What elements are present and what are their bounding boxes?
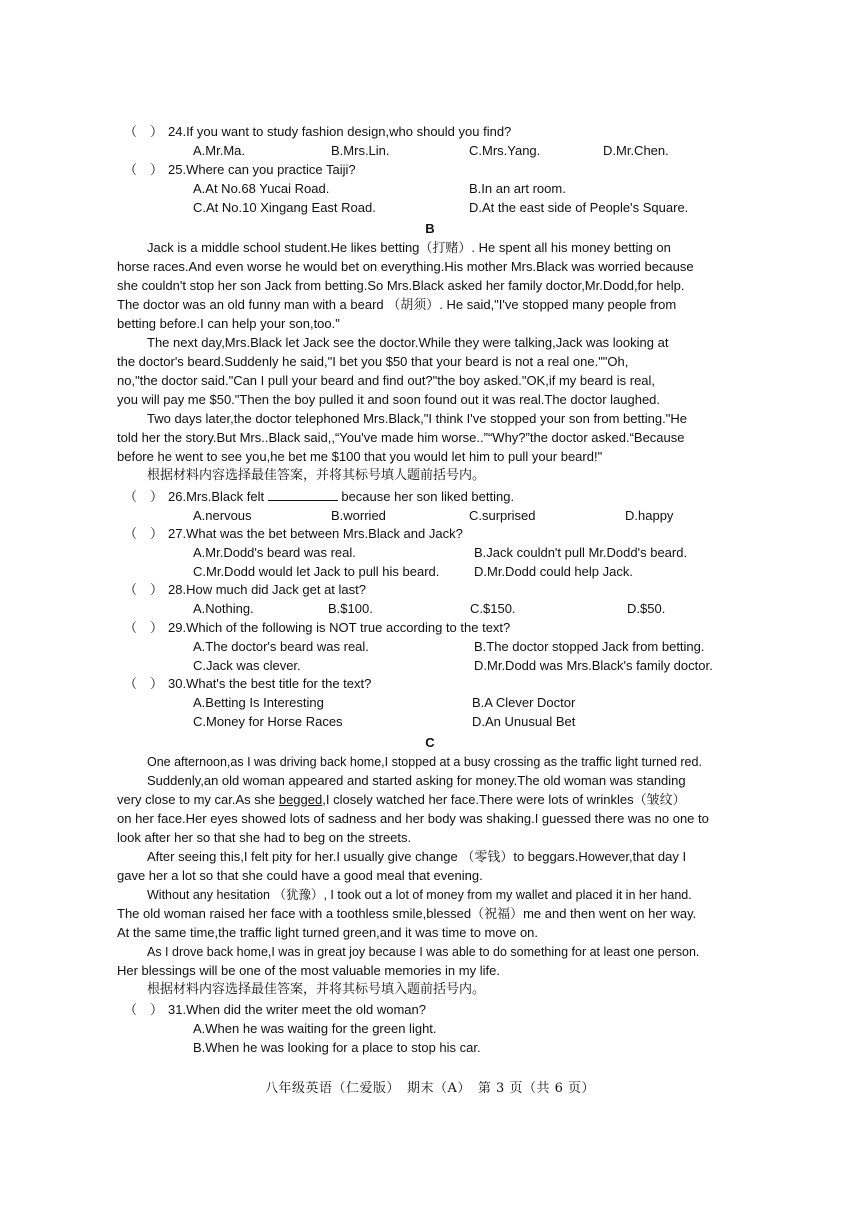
question-30-stem: 30.What's the best title for the text? <box>168 676 372 691</box>
page-footer: 八年级英语（仁爱版） 期末（A） 第 3 页（共 6 页） <box>265 1081 595 1096</box>
q29-option-b: B.The doctor stopped Jack from betting. <box>474 639 705 654</box>
q28-option-a: A.Nothing. <box>193 601 254 616</box>
passage-b-line: Jack is a middle school student.He likes betting（打赌）. He spent all his money betting on <box>147 240 671 255</box>
q28-option-c: C.$150. <box>470 601 516 616</box>
q25-option-d: D.At the east side of People's Square. <box>469 200 689 215</box>
q29-option-d: D.Mr.Dodd was Mrs.Black's family doctor. <box>474 658 713 673</box>
question-28-stem: 28.How much did Jack get at last? <box>168 582 366 597</box>
q27-option-c: C.Mr.Dodd would let Jack to pull his beard. <box>193 564 440 579</box>
passage-c-text: very close to my car.As she <box>117 792 279 807</box>
q30-option-a: A.Betting Is Interesting <box>193 695 324 710</box>
q29-option-a: A.The doctor's beard was real. <box>193 639 369 654</box>
passage-c-line: At the same time,the traffic light turned green,and it was time to move on. <box>117 925 539 940</box>
question-25-stem: 25.Where can you practice Taiji? <box>168 162 356 177</box>
answer-paren[interactable]: （ ） <box>124 676 164 691</box>
passage-c-line: After seeing this,I felt pity for her.I usually give change （零钱）to beggars.However,that day I <box>147 849 687 864</box>
answer-paren[interactable]: （ ） <box>124 162 164 177</box>
passage-b-line: betting before.I can help your son,too." <box>117 316 340 331</box>
passage-c-text: ,I closely watched her face.There were lots of wrinkles（皱纹） <box>322 792 686 807</box>
q28-option-b: B.$100. <box>328 601 373 616</box>
passage-c-line: One afternoon,as I was driving back home,I stopped at a busy crossing as the traffic light turned red. <box>147 755 702 769</box>
answer-paren[interactable]: （ ） <box>124 1002 164 1017</box>
q30-option-d: D.An Unusual Bet <box>472 714 576 729</box>
q27-option-a: A.Mr.Dodd's beard was real. <box>193 545 356 560</box>
section-c-instruction: 根据材料内容选择最佳答案，并将其标号填入题前括号内。 <box>147 982 486 997</box>
q25-option-b: B.In an art room. <box>469 181 566 196</box>
q26-option-b: B.worried <box>331 508 386 523</box>
question-27-stem: 27.What was the bet between Mrs.Black and Jack? <box>168 526 463 541</box>
passage-b-line: she couldn't stop her son Jack from betting.So Mrs.Black asked her family doctor,Mr.Dodd,for help. <box>117 278 685 293</box>
question-26-stem-post: because her son liked betting. <box>341 489 515 504</box>
passage-c-line: gave her a lot so that she could have a good meal that evening. <box>117 868 483 883</box>
passage-b-line: told her the story.But Mrs..Black said,,“You've made him worse..”“Why?”the doctor asked.“Because <box>117 430 685 445</box>
q24-option-a: A.Mr.Ma. <box>193 143 246 158</box>
question-31-stem: 31.When did the writer meet the old woman? <box>168 1002 426 1017</box>
q31-option-b: B.When he was looking for a place to stop his car. <box>193 1040 481 1055</box>
question-29-stem: 29.Which of the following is NOT true according to the text? <box>168 620 511 635</box>
passage-c-line: Her blessings will be one of the most valuable memories in my life. <box>117 963 500 978</box>
q24-option-d: D.Mr.Chen. <box>603 143 669 158</box>
answer-paren[interactable]: （ ） <box>124 620 164 635</box>
passage-b-line: horse races.And even worse he would bet on everything.His mother Mrs.Black was worried because <box>117 259 694 274</box>
passage-b-line: The doctor was an old funny man with a beard （胡须）. He said,"I've stopped many people from <box>117 297 677 312</box>
passage-b-line: Two days later,the doctor telephoned Mrs.Black,"I think I've stopped your son from betting."He <box>147 411 687 426</box>
question-24-stem: 24.If you want to study fashion design,who should you find? <box>168 124 512 139</box>
q30-option-b: B.A Clever Doctor <box>472 695 576 710</box>
q26-option-a: A.nervous <box>193 508 252 523</box>
passage-b-line: The next day,Mrs.Black let Jack see the doctor.While they were talking,Jack was looking at <box>147 335 669 350</box>
q24-option-c: C.Mrs.Yang. <box>469 143 541 158</box>
answer-paren[interactable]: （ ） <box>124 489 164 504</box>
passage-b-line: no,"the doctor said."Can I pull your beard and find out?"the boy asked."OK,if my beard is real, <box>117 373 656 388</box>
underlined-word: begged <box>278 792 323 807</box>
answer-paren[interactable]: （ ） <box>124 526 164 541</box>
passage-c-line <box>117 791 686 809</box>
q31-option-a: A.When he was waiting for the green light. <box>193 1021 437 1036</box>
q24-option-b: B.Mrs.Lin. <box>331 143 390 158</box>
section-c-heading: C <box>425 735 435 750</box>
passage-c-line: As I drove back home,I was in great joy because I was able to do something for at least one person. <box>147 945 700 959</box>
q26-option-d: D.happy <box>625 508 674 523</box>
passage-c-line: Without any hesitation （犹豫）, I took out a lot of money from my wallet and placed it in her hand. <box>147 888 692 902</box>
q26-option-c: C.surprised <box>469 508 536 523</box>
question-26-stem <box>168 488 514 506</box>
passage-c-line: look after her so that she had to beg on the streets. <box>117 830 412 845</box>
section-b-instruction: 根据材料内容选择最佳答案，并将其标号填人题前括号内。 <box>147 468 486 483</box>
answer-paren[interactable]: （ ） <box>124 124 164 139</box>
q29-option-c: C.Jack was clever. <box>193 658 301 673</box>
passage-c-line: Suddenly,an old woman appeared and started asking for money.The old woman was standing <box>147 773 686 788</box>
q28-option-d: D.$50. <box>627 601 666 616</box>
q30-option-c: C.Money for Horse Races <box>193 714 343 729</box>
q27-option-b: B.Jack couldn't pull Mr.Dodd's beard. <box>474 545 688 560</box>
q27-option-d: D.Mr.Dodd could help Jack. <box>474 564 633 579</box>
passage-b-line: the doctor's beard.Suddenly he said,"I bet you $50 that your beard is not a real one.""Oh, <box>117 354 629 369</box>
passage-b-line: before he went to see you,he bet me $100 that you would let him to pull your beard!" <box>117 449 603 464</box>
passage-c-line: The old woman raised her face with a toothless smile,blessed（祝福）me and then went on her way. <box>117 906 697 921</box>
answer-paren[interactable]: （ ） <box>124 582 164 597</box>
fill-in-blank[interactable] <box>268 488 338 501</box>
passage-b-line: you will pay me $50."Then the boy pulled it and soon found out it was real.The doctor laughed. <box>117 392 661 407</box>
question-26-stem-pre: 26.Mrs.Black felt <box>168 489 265 504</box>
section-b-heading: B <box>425 221 435 236</box>
passage-c-line: on her face.Her eyes showed lots of sadness and her body was shaking.I guessed there was no one to <box>117 811 709 826</box>
q25-option-c: C.At No.10 Xingang East Road. <box>193 200 376 215</box>
q25-option-a: A.At No.68 Yucai Road. <box>193 181 330 196</box>
